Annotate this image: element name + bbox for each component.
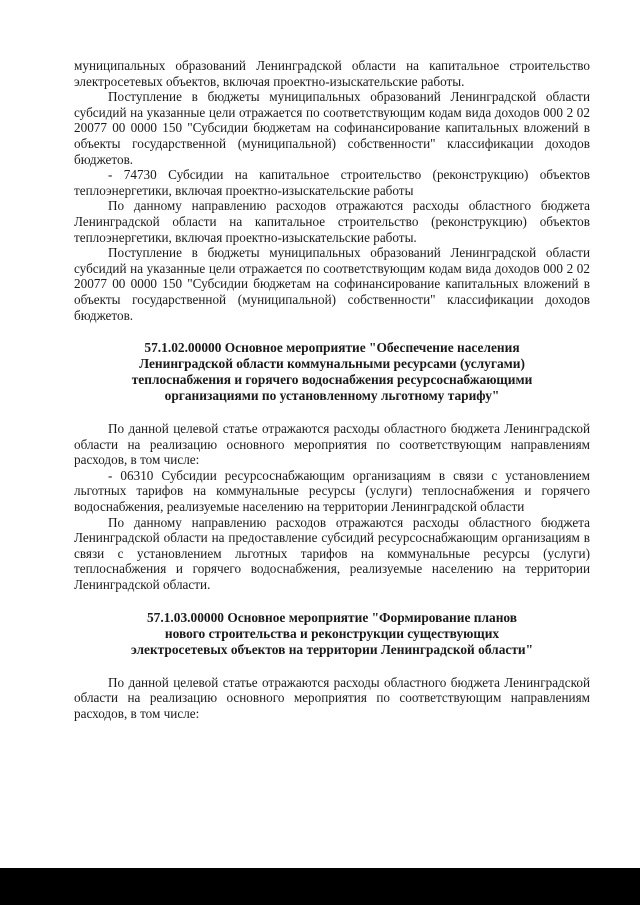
heading-line: нового строительства и реконструкции существующих	[164, 625, 500, 641]
heading-line: организациями по установленному льготному тарифу"	[164, 388, 500, 404]
paragraph: По данной целевой статье отражаются расходы областного бюджета Ленинградской области на реализацию основного мероприятия по соответствующим направлениям расходов, в том числе:	[74, 421, 590, 468]
paragraph: По данной целевой статье отражаются расходы областного бюджета Ленинградской области на реализацию основного мероприятия по соответствующим направлениям расходов, в том числе:	[74, 674, 590, 721]
heading-line: 57.1.03.00000 Основное мероприятие "Формирование планов	[146, 609, 518, 625]
paragraph: Поступление в бюджеты муниципальных образований Ленинградской области субсидий на указанные цели отражается по соответствующим кодам вида доходов 000 2 02 20077 00 0000 150 "Субсидии бюджетам на софинансирование капитальных вложений в объекты государственной (муниципальной) собственности" классификации доходов бюджетов.	[74, 245, 590, 323]
heading-line: электросетевых объектов на территории Ленинградской области"	[130, 641, 534, 657]
heading-line: Ленинградской области коммунальными ресурсами (услугами)	[139, 356, 525, 372]
scan-bottom-border	[0, 868, 640, 905]
paragraph: - 74730 Субсидии на капитальное строительство (реконструкцию) объектов теплоэнергетики, включая проектно-изыскательские работы	[74, 167, 590, 198]
paragraph: По данному направлению расходов отражаются расходы областного бюджета Ленинградской области на предоставление субсидий ресурсоснабжающим организациям в связи с установлением льготных тарифов на коммунальные ресурсы (услуги) теплоснабжения и горячего водоснабжения, реализуемые населению на территории Ленинградской области.	[74, 514, 590, 593]
section-heading	[74, 340, 590, 404]
paragraph: муниципальных образований Ленинградской области на капитальное строительство электросетевых объектов, включая проектно-изыскательские работы.	[74, 58, 590, 89]
section-heading	[74, 610, 590, 658]
document-page	[74, 58, 590, 721]
paragraph: Поступление в бюджеты муниципальных образований Ленинградской области субсидий на указанные цели отражается по соответствующим кодам вида доходов 000 2 02 20077 00 0000 150 "Субсидии бюджетам на софинансирование капитальных вложений в объекты государственной (муниципальной) собственности" классификации доходов бюджетов.	[74, 89, 590, 167]
paragraph: По данному направлению расходов отражаются расходы областного бюджета Ленинградской области на капитальное строительство (реконструкцию) объектов теплоэнергетики, включая проектно-изыскательские работы.	[74, 198, 590, 245]
paragraph: - 06310 Субсидии ресурсоснабжающим организациям в связи с установлением льготных тарифов на коммунальные ресурсы (услуги) теплоснабжения и горячего водоснабжения, реализуемые населению на территории Ленинградской области	[74, 467, 590, 515]
heading-line: теплоснабжения и горячего водоснабжения ресурсоснабжающими	[131, 372, 533, 388]
heading-line: 57.1.02.00000 Основное мероприятие "Обеспечение населения	[144, 340, 520, 356]
